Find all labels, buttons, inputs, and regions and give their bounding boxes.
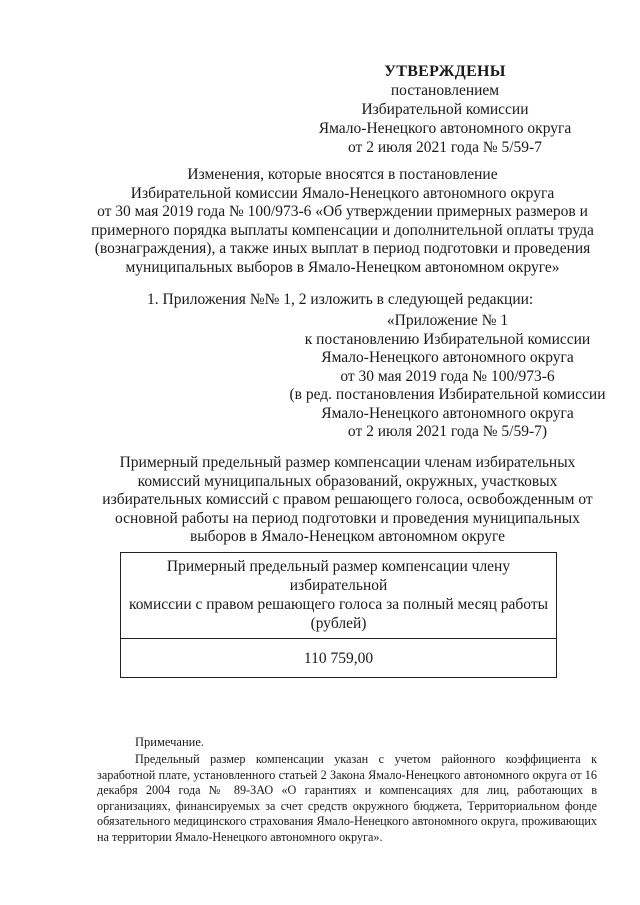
table-row (121, 553, 557, 639)
main-title (95, 454, 600, 547)
table-row (121, 639, 557, 678)
changes-title-line: Изменения, которые вносятся в постановление (187, 166, 498, 183)
approval-title: УТВЕРЖДЕНЫ (384, 63, 506, 80)
appendix-line: (в ред. постановления Избирательной комиссии (289, 386, 606, 403)
changes-title (80, 166, 605, 277)
changes-title-line: Избирательной комиссии Ямало-Ненецкого автономного округа (130, 184, 555, 202)
main-title-line: основной работы на период подготовки и проведения муниципальных (115, 509, 580, 527)
changes-title-line: от 30 мая 2019 года № 100/973-6 «Об утверждении примерных размеров и (97, 203, 588, 220)
appendix-line: к постановлению Избирательной комиссии (304, 330, 591, 348)
approval-line: от 2 июля 2021 года № 5/59-7 (348, 139, 542, 156)
compensation-table (120, 552, 557, 678)
table-header-cell (121, 553, 557, 639)
table-header-line: Примерный предельный размер компенсации члену избирательной (166, 558, 511, 594)
item-1-text: 1. Приложения №№ 1, 2 изложить в следующей редакции: (147, 291, 534, 308)
main-title-line: избирательных комиссий с правом решающего голоса, освобожденным от (102, 491, 593, 508)
approval-block (300, 62, 590, 157)
changes-title-line: муниципальных выборов в Ямало-Ненецком автономном округе» (125, 258, 560, 276)
appendix-line: Ямало-Ненецкого автономного округа (321, 349, 574, 366)
main-title-line: выборов в Ямало-Ненецком автономном округе (189, 528, 506, 545)
appendix-line: от 30 мая 2019 года № 100/973-6 (340, 367, 555, 385)
changes-title-line: примерного порядка выплаты компенсации и дополнительной оплаты труда (91, 221, 594, 239)
appendix-line: «Приложение № 1 (386, 312, 509, 329)
table-value-cell: 110 759,00 (121, 639, 557, 678)
changes-title-line: (вознаграждения), а также иных выплат в период подготовки и проведения (94, 240, 591, 257)
table-header-line: (рублей) (310, 615, 367, 632)
approval-line: Ямало-Ненецкого автономного округа (318, 120, 572, 137)
appendix-line: Ямало-Ненецкого автономного округа (321, 404, 574, 422)
appendix-line: от 2 июля 2021 года № 5/59-7) (347, 423, 548, 440)
main-title-line: комиссий муниципальных образований, окружных, участковых (137, 472, 558, 490)
note-text: Предельный размер компенсации указан с учетом районного коэффициента к заработной плате, установленного статьей 2 Закона Ямало-Ненецкого автономного округа от 16 декабря 2004 года № 89-ЗАО «О гарантиях и компенсациях для лиц, работающих в организациях, финансируемых за счет средств окружного бюджета, Территориальном фонде обязательного медицинского страхования Ямало-Ненецкого автономного округа, проживающих на территории Ямало-Ненецкого автономного округа». (97, 752, 597, 844)
appendix-header (285, 312, 610, 442)
table-header-line: комиссии с правом решающего голоса за полный месяц работы (128, 596, 549, 613)
approval-line: постановлением (390, 82, 500, 99)
approval-line: Избирательной комиссии (361, 101, 529, 118)
note-label: Примечание. (135, 735, 205, 749)
main-title-line: Примерный предельный размер компенсации членам избирательных (119, 454, 576, 471)
